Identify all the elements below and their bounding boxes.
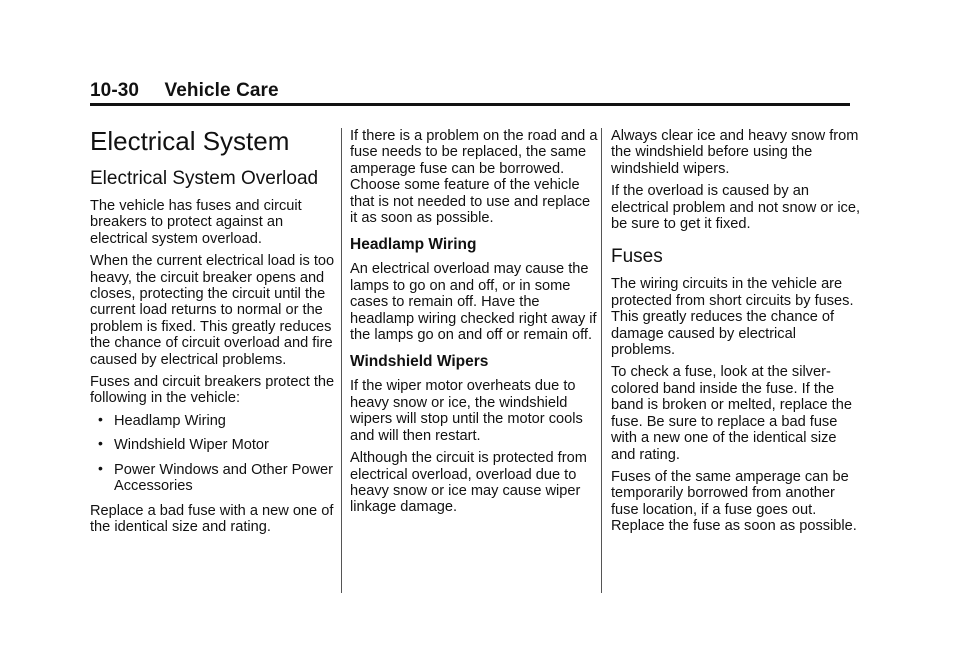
list-item: • Windshield Wiper Motor	[98, 435, 269, 454]
list-item: • Power Windows and Other Power Accessories	[98, 459, 333, 495]
column-3	[611, 128, 861, 541]
list-item: • Headlamp Wiring	[98, 410, 226, 429]
heading-fuses: Fuses	[611, 246, 663, 268]
bullet-icon: •	[98, 459, 103, 476]
page-header	[90, 80, 279, 102]
paragraph: An electrical overload may cause the lamps to go on and off, or in some cases to remain off. Have the headlamp wiring checked right away if the lamps go on and off or remain off.	[350, 261, 597, 344]
paragraph: Fuses and circuit breakers protect the following in the vehicle:	[90, 374, 335, 407]
paragraph: If the wiper motor overheats due to heavy snow or ice, the windshield wipers will stop until the motor cools and will then restart.	[350, 378, 583, 444]
column-divider-2	[601, 128, 602, 593]
paragraph: To check a fuse, look at the silver-colored band inside the fuse. If the band is broken or melted, replace the fuse. Be sure to replace a bad fuse with a new one of the identical size and rating.	[611, 364, 852, 463]
protected-items-list	[90, 410, 340, 495]
paragraph: The vehicle has fuses and circuit breakers to protect against an electrical system overload.	[90, 198, 302, 247]
column-1	[90, 126, 340, 541]
subsection-title-overload: Electrical System Overload	[90, 168, 319, 189]
paragraph: Although the circuit is protected from electrical overload, overload due to heavy snow or ice may cause wiper linkage damage.	[350, 450, 587, 516]
heading-windshield-wipers: Windshield Wipers	[350, 353, 489, 371]
paragraph: The wiring circuits in the vehicle are protected from short circuits by fuses. This greatly reduces the chance of damage caused by electrical problems.	[611, 276, 854, 359]
paragraph: If the overload is caused by an electrical problem and not snow or ice, be sure to get it fixed.	[611, 183, 861, 233]
column-2	[350, 128, 600, 522]
paragraph: When the current electrical load is too heavy, the circuit breaker opens and closes, protecting the circuit until the current load returns to normal or the problem is fixed. This greatly reduces the chance of circuit overload and fire caused by electrical problems.	[90, 253, 335, 368]
paragraph: Replace a bad fuse with a new one of the identical size and rating.	[90, 502, 334, 535]
page-title: Electrical System	[90, 126, 290, 156]
column-divider-1	[341, 128, 342, 593]
section-title: Vehicle Care	[164, 80, 279, 101]
bullet-icon: •	[98, 435, 103, 452]
header-rule	[90, 103, 850, 106]
paragraph: Fuses of the same amperage can be temporarily borrowed from another fuse location, if a fuse goes out. Replace the fuse as soon as possible.	[611, 468, 857, 535]
heading-headlamp-wiring: Headlamp Wiring	[350, 236, 477, 254]
bullet-icon: •	[98, 410, 103, 427]
paragraph: Always clear ice and heavy snow from the windshield before using the windshield wipers.	[611, 128, 859, 177]
paragraph: If there is a problem on the road and a fuse needs to be replaced, the same amperage fuse can be borrowed. Choose some feature of the vehicle that is not needed to use and replace it as soon as possible.	[350, 128, 598, 227]
page-number: 10-30	[90, 80, 140, 101]
